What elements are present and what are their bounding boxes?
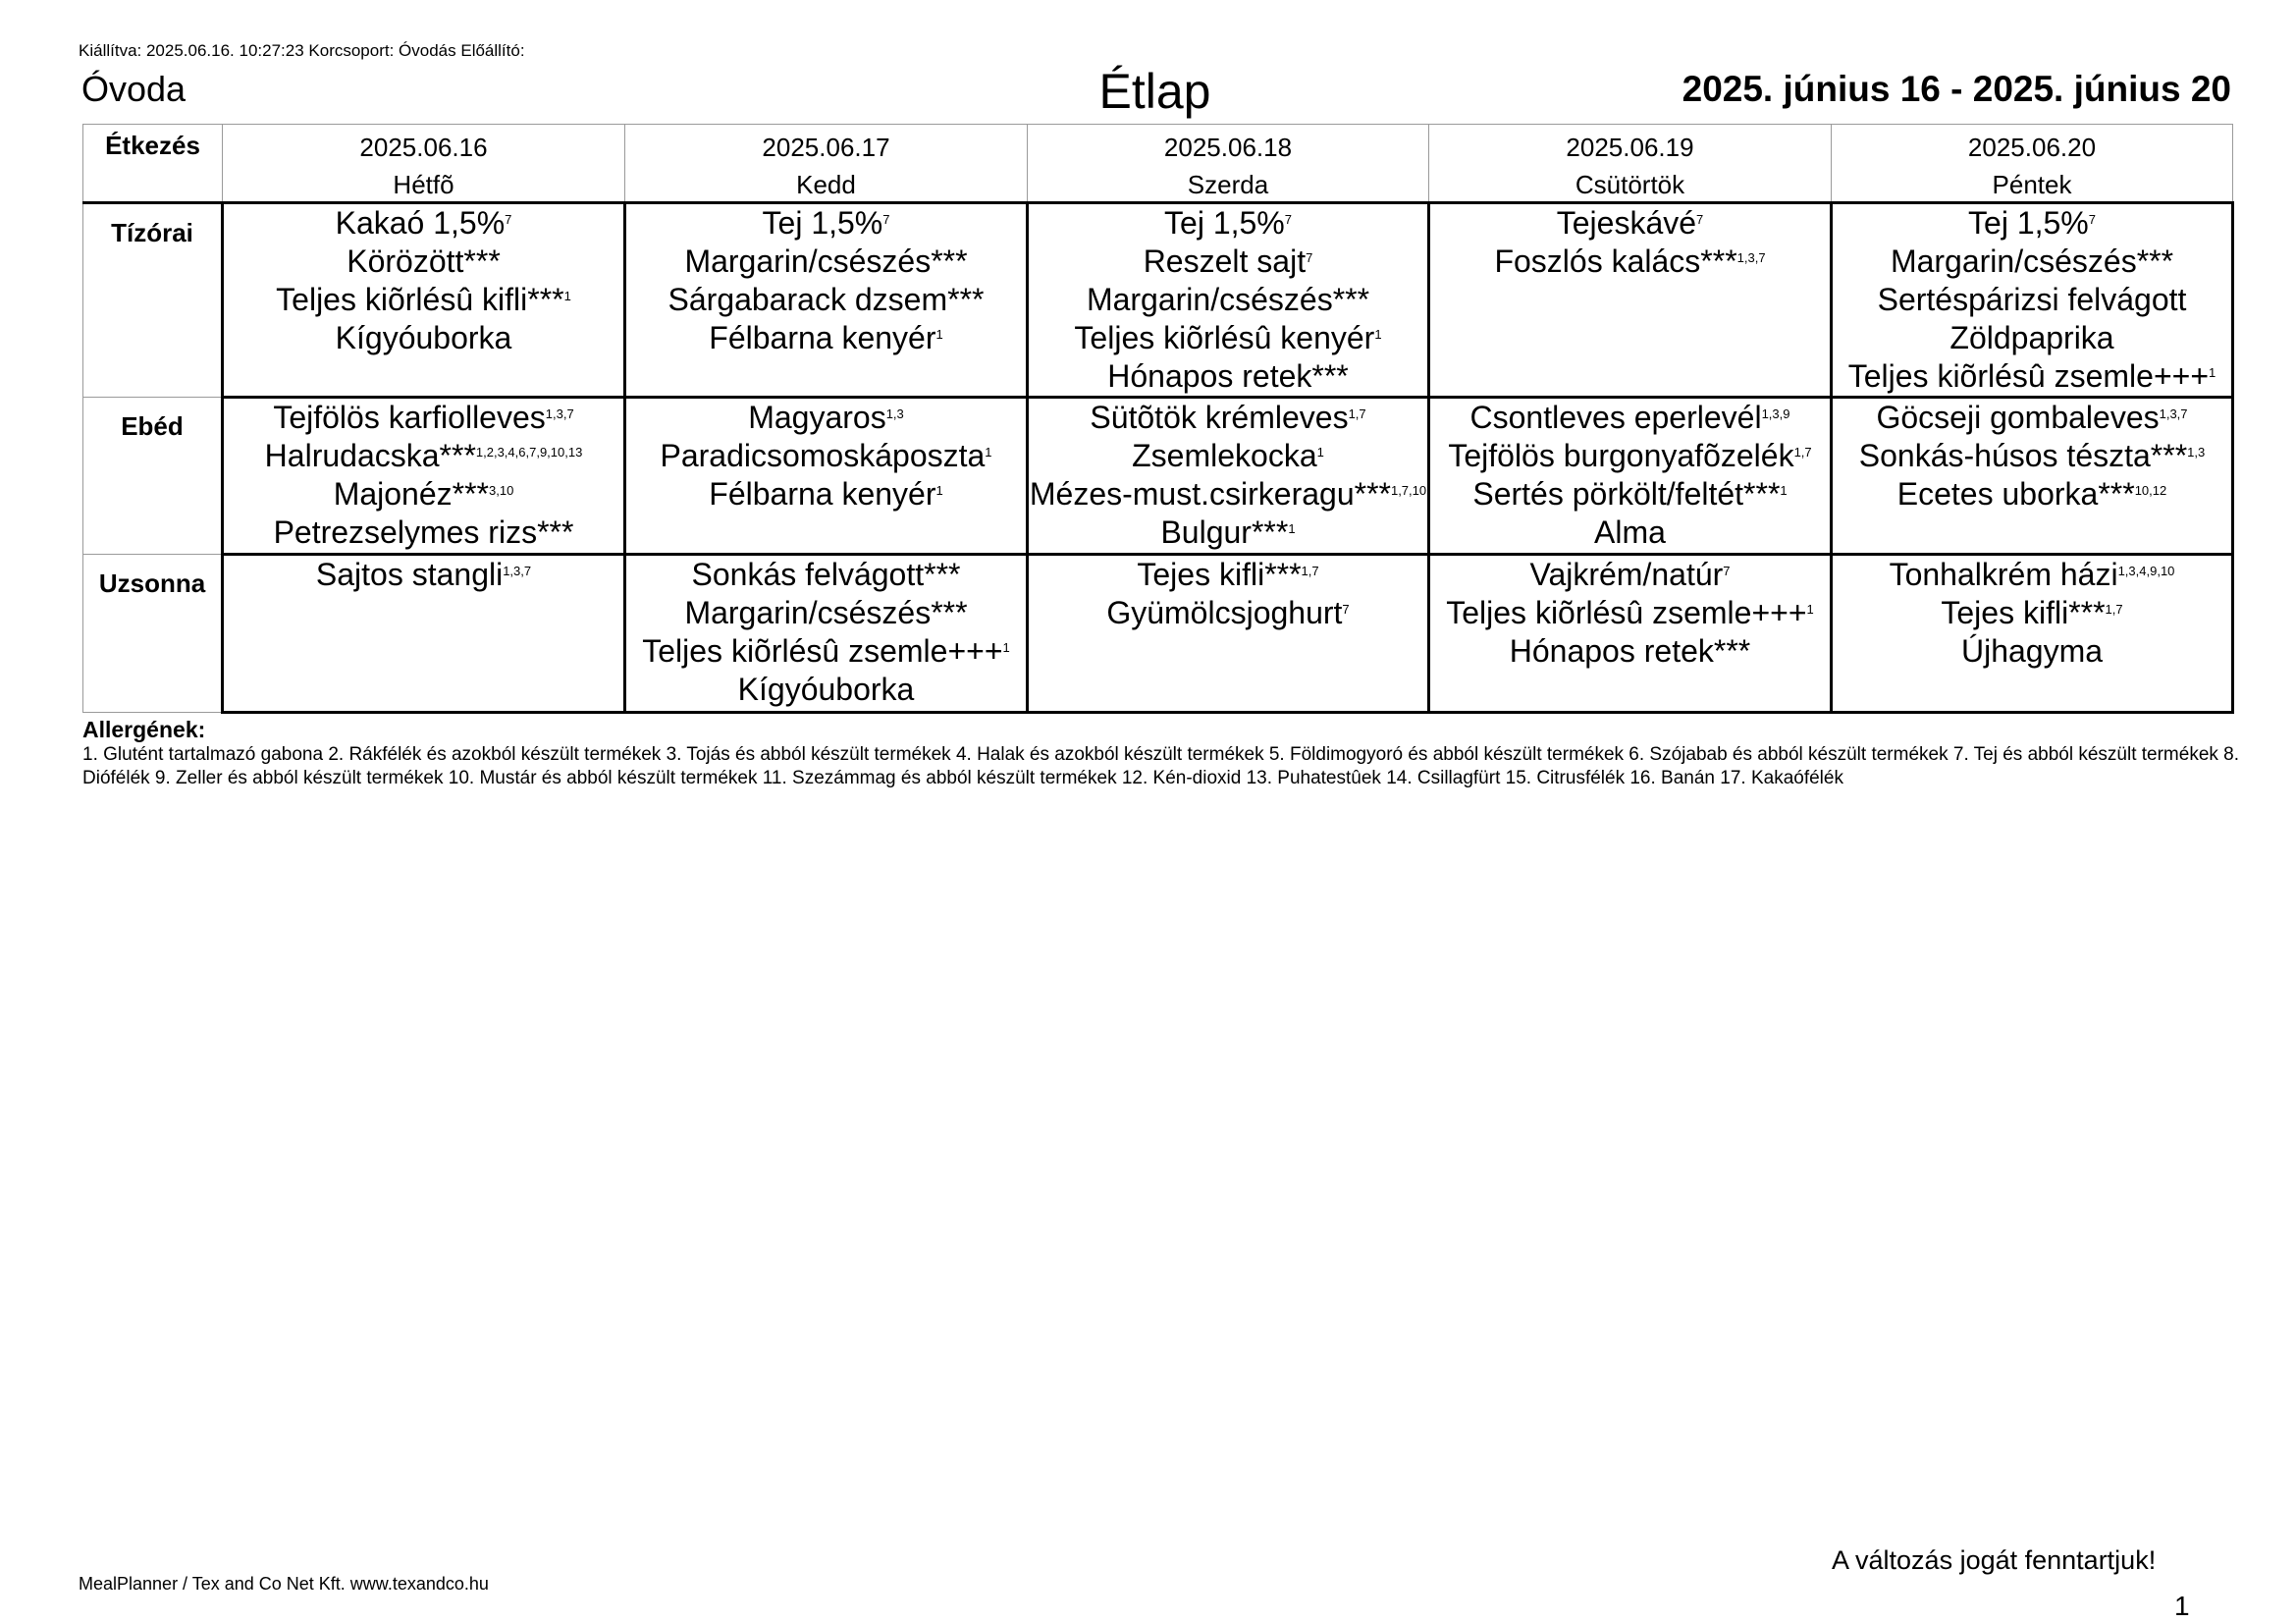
dish-name: Gyümölcsjoghurt (1106, 595, 1343, 630)
day-name: Csütörtök (1575, 170, 1685, 199)
meal-label: Tízórai (83, 203, 223, 398)
dish-item (626, 399, 1026, 437)
dish-name: Tejes kifli*** (1137, 557, 1302, 592)
day-name: Kedd (796, 170, 856, 199)
dish-name: Foszlós kalács*** (1494, 243, 1737, 279)
allergen-codes: 7 (1723, 564, 1731, 578)
dish-name: Margarin/csészés*** (684, 595, 968, 630)
day-name: Péntek (1992, 170, 2072, 199)
dish-name: Sárgabarack dzsem*** (667, 282, 985, 317)
day-name: Szerda (1187, 170, 1269, 199)
dish-name: Kígyóuborka (335, 320, 512, 355)
dish-item (626, 556, 1026, 594)
date-range: 2025. június 16 - 2025. június 20 (1682, 69, 2231, 109)
title-row (79, 63, 2231, 120)
dish-item (1430, 243, 1830, 281)
dish-item (1430, 399, 1830, 437)
dish-item (1430, 632, 1830, 671)
dish-name: Teljes kiõrlésû kenyér (1074, 320, 1375, 355)
dish-item (224, 437, 623, 475)
dish-item (1833, 357, 2231, 396)
allergen-codes: 1 (1374, 327, 1382, 342)
dish-item (1833, 475, 2231, 514)
dish-name: Kakaó 1,5% (335, 205, 506, 241)
dish-item (626, 594, 1026, 632)
allergen-codes: 1,7 (1301, 564, 1319, 578)
allergen-codes: 1,2,3,4,6,7,9,10,13 (475, 445, 583, 460)
day-header (1429, 125, 1832, 203)
dish-item (1833, 243, 2231, 281)
dish-name: Sütõtök krémleves (1090, 400, 1349, 435)
dish-name: Mézes-must.csirkeragu*** (1029, 476, 1391, 512)
allergen-codes: 1,3,7 (503, 564, 532, 578)
menu-cell (1429, 203, 1832, 398)
menu-cell (1832, 555, 2233, 713)
menu-cell (1028, 555, 1429, 713)
dish-name: Margarin/csészés*** (684, 243, 968, 279)
allergen-codes: 1,7 (2105, 602, 2123, 617)
meal-row (83, 555, 2233, 713)
dish-name: Paradicsomoskáposzta (660, 438, 986, 473)
menu-cell (625, 555, 1028, 713)
dish-name: Félbarna kenyér (709, 476, 936, 512)
allergen-codes: 1 (2209, 365, 2216, 380)
day-name: Hétfõ (393, 170, 454, 199)
dish-item (1833, 632, 2231, 671)
dish-item (1029, 514, 1427, 552)
dish-name: Tej 1,5% (1968, 205, 2089, 241)
dish-item (1029, 399, 1427, 437)
day-date: 2025.06.16 (359, 133, 488, 162)
dish-item (1833, 594, 2231, 632)
menu-table (82, 124, 2234, 714)
dish-name: Csontleves eperlevél (1469, 400, 1762, 435)
dish-item (1833, 204, 2231, 243)
allergen-codes: 7 (1342, 602, 1350, 617)
footer-disclaimer: A változás jogát fenntartjuk! (1832, 1545, 2157, 1575)
dish-name: Tej 1,5% (762, 205, 883, 241)
dish-item (626, 319, 1026, 357)
dish-name: Reszelt sajt (1143, 243, 1307, 279)
allergen-codes: 1,3 (2187, 445, 2206, 460)
dish-name: Ecetes uborka*** (1896, 476, 2135, 512)
meal-row (83, 203, 2233, 398)
allergen-codes: 1,7 (1793, 445, 1812, 460)
dish-item (1430, 594, 1830, 632)
allergen-codes: 3,10 (489, 483, 514, 498)
allergen-codes: 1,7,10 (1390, 483, 1427, 498)
dish-item (1833, 556, 2231, 594)
dish-name: Zöldpaprika (1949, 320, 2114, 355)
dish-name: Teljes kiõrlésû kifli*** (276, 282, 564, 317)
dish-item (1029, 281, 1427, 319)
allergen-codes: 1,3,4,9,10 (2117, 564, 2175, 578)
allergen-codes: 1,3,7 (2159, 406, 2188, 421)
allergen-codes: 7 (2088, 212, 2096, 227)
dish-item (224, 399, 623, 437)
allergen-codes: 7 (1284, 212, 1292, 227)
allergen-codes: 1 (1780, 483, 1788, 498)
dish-name: Teljes kiõrlésû zsemle+++ (642, 633, 1003, 669)
dish-item (224, 281, 623, 319)
allergen-codes: 7 (505, 212, 512, 227)
institution-name: Óvoda (81, 69, 187, 109)
dish-item (1029, 437, 1427, 475)
dish-name: Teljes kiõrlésû zsemle+++ (1446, 595, 1807, 630)
dish-item (1029, 594, 1427, 632)
dish-name: Sajtos stangli (315, 557, 504, 592)
allergen-codes: 10,12 (2134, 483, 2167, 498)
dish-name: Sertéspárizsi felvágott (1877, 282, 2187, 317)
allergen-codes: 7 (882, 212, 890, 227)
dish-item (1029, 319, 1427, 357)
day-header (223, 125, 625, 203)
dish-item (626, 281, 1026, 319)
dish-name: Majonéz*** (333, 476, 489, 512)
menu-cell (1429, 398, 1832, 555)
dish-name: Bulgur*** (1160, 514, 1289, 550)
dish-item (1029, 243, 1427, 281)
dish-item (224, 204, 623, 243)
dish-item (626, 671, 1026, 709)
dish-name: Tejfölös burgonyafõzelék (1448, 438, 1794, 473)
dish-name: Tejes kifli*** (1941, 595, 2106, 630)
dish-name: Alma (1594, 514, 1666, 550)
page-title: Étlap (1098, 64, 1211, 119)
day-header (625, 125, 1028, 203)
menu-cell (223, 203, 625, 398)
day-date: 2025.06.18 (1163, 133, 1293, 162)
day-header (1028, 125, 1429, 203)
dish-item (626, 204, 1026, 243)
allergen-codes: 1,3 (885, 406, 904, 421)
allergen-codes: 1,3,9 (1761, 406, 1790, 421)
day-date: 2025.06.17 (762, 133, 890, 162)
allergen-codes: 1,7 (1348, 406, 1366, 421)
dish-name: Újhagyma (1960, 633, 2104, 669)
dish-name: Halrudacska*** (264, 438, 476, 473)
dish-item (626, 437, 1026, 475)
dish-name: Margarin/csészés*** (1890, 243, 2174, 279)
dish-item (1833, 437, 2231, 475)
dish-name: Tonhalkrém házi (1889, 557, 2118, 592)
day-header (1832, 125, 2233, 203)
dish-item (1430, 204, 1830, 243)
issue-metadata: Kiállítva: 2025.06.16. 10:27:23 Korcsoport: Óvodás Előállító: (79, 41, 525, 60)
dish-item (1833, 281, 2231, 319)
dish-item (626, 475, 1026, 514)
dish-name: Teljes kiõrlésû zsemle+++ (1847, 358, 2210, 394)
allergen-codes: 1 (1806, 602, 1814, 617)
meal-rows (83, 203, 2233, 713)
dish-name: Tejfölös karfiolleves (273, 400, 546, 435)
menu-cell (1832, 203, 2233, 398)
dish-item (1029, 556, 1427, 594)
dish-name: Petrezselymes rizs*** (273, 514, 574, 550)
dish-name: Magyaros (748, 400, 886, 435)
menu-cell (1028, 398, 1429, 555)
dish-item (224, 243, 623, 281)
dish-item (1029, 357, 1427, 396)
menu-cell (1429, 555, 1832, 713)
dish-item (1430, 475, 1830, 514)
dish-name: Göcseji gombaleves (1876, 400, 2160, 435)
allergen-codes: 1,3,7 (1736, 250, 1766, 265)
dish-name: Margarin/csészés*** (1086, 282, 1370, 317)
menu-cell (625, 398, 1028, 555)
dish-item (1430, 514, 1830, 552)
dish-item (1833, 319, 2231, 357)
allergen-codes: 1 (563, 289, 571, 303)
day-header-row (83, 125, 2233, 203)
dish-name: Vajkrém/natúr (1529, 557, 1724, 592)
day-date: 2025.06.19 (1566, 133, 1694, 162)
meal-label: Uzsonna (83, 555, 223, 713)
allergen-list: 1. Glutént tartalmazó gabona 2. Rákfélék és azokból készült termékek 3. Tojás és abból készült termékek 4. Halak és azokból készült termékek 5. Földimogyoró és abból készült termékek 6. Szójabab és abból készült termékek 7. Tej és abból készült termékek 8. Diófélék 9. Zeller és abból készült termékek 10. Mustár és abból készült termékek 11. Szezámmag és abból készült termékek 12. Kén-dioxid 13. Puhatestûek 14. Csillagfürt 15. Citrusfélék 16. Banán 17. Kakaófélék (82, 744, 2240, 788)
allergen-codes: 1 (935, 483, 943, 498)
allergen-codes: 1,3,7 (545, 406, 574, 421)
allergen-codes: 1 (935, 327, 943, 342)
dish-item (1029, 475, 1427, 514)
dish-name: Kígyóuborka (737, 672, 915, 707)
menu-cell (1832, 398, 2233, 555)
menu-cell (1028, 203, 1429, 398)
dish-name: Körözött*** (347, 243, 501, 279)
dish-name: Tejeskávé (1556, 205, 1697, 241)
dish-item (626, 243, 1026, 281)
dish-item (224, 319, 623, 357)
footer-credit: MealPlanner / Tex and Co Net Kft. www.texandco.hu (79, 1574, 489, 1594)
dish-name: Tej 1,5% (1164, 205, 1285, 241)
meal-column-header: Étkezés (83, 125, 223, 203)
dish-name: Sertés pörkölt/feltét*** (1472, 476, 1781, 512)
dish-item (1430, 556, 1830, 594)
dish-name: Sonkás-húsos tészta*** (1858, 438, 2188, 473)
allergen-codes: 1 (1288, 521, 1296, 536)
allergen-codes: 1 (1316, 445, 1324, 460)
meal-label: Ebéd (83, 398, 223, 555)
allergen-codes: 7 (1306, 250, 1313, 265)
allergen-legend (82, 717, 2281, 790)
dish-name: Sonkás felvágott*** (691, 557, 961, 592)
page-number: 1 (2174, 1591, 2190, 1621)
dish-name: Zsemlekocka (1132, 438, 1317, 473)
meal-row (83, 398, 2233, 555)
allergen-title: Allergének: (82, 717, 206, 742)
menu-cell (223, 555, 625, 713)
allergen-codes: 7 (1696, 212, 1704, 227)
dish-item (224, 556, 623, 594)
dish-item (626, 632, 1026, 671)
dish-name: Hónapos retek*** (1509, 633, 1751, 669)
menu-cell (625, 203, 1028, 398)
menu-cell (223, 398, 625, 555)
dish-item (1029, 204, 1427, 243)
dish-name: Hónapos retek*** (1107, 358, 1349, 394)
dish-item (1430, 437, 1830, 475)
allergen-codes: 1 (985, 445, 992, 460)
dish-item (224, 514, 623, 552)
dish-item (224, 475, 623, 514)
dish-item (1833, 399, 2231, 437)
allergen-codes: 1 (1002, 640, 1010, 655)
dish-name: Félbarna kenyér (709, 320, 936, 355)
day-date: 2025.06.20 (1967, 133, 2097, 162)
